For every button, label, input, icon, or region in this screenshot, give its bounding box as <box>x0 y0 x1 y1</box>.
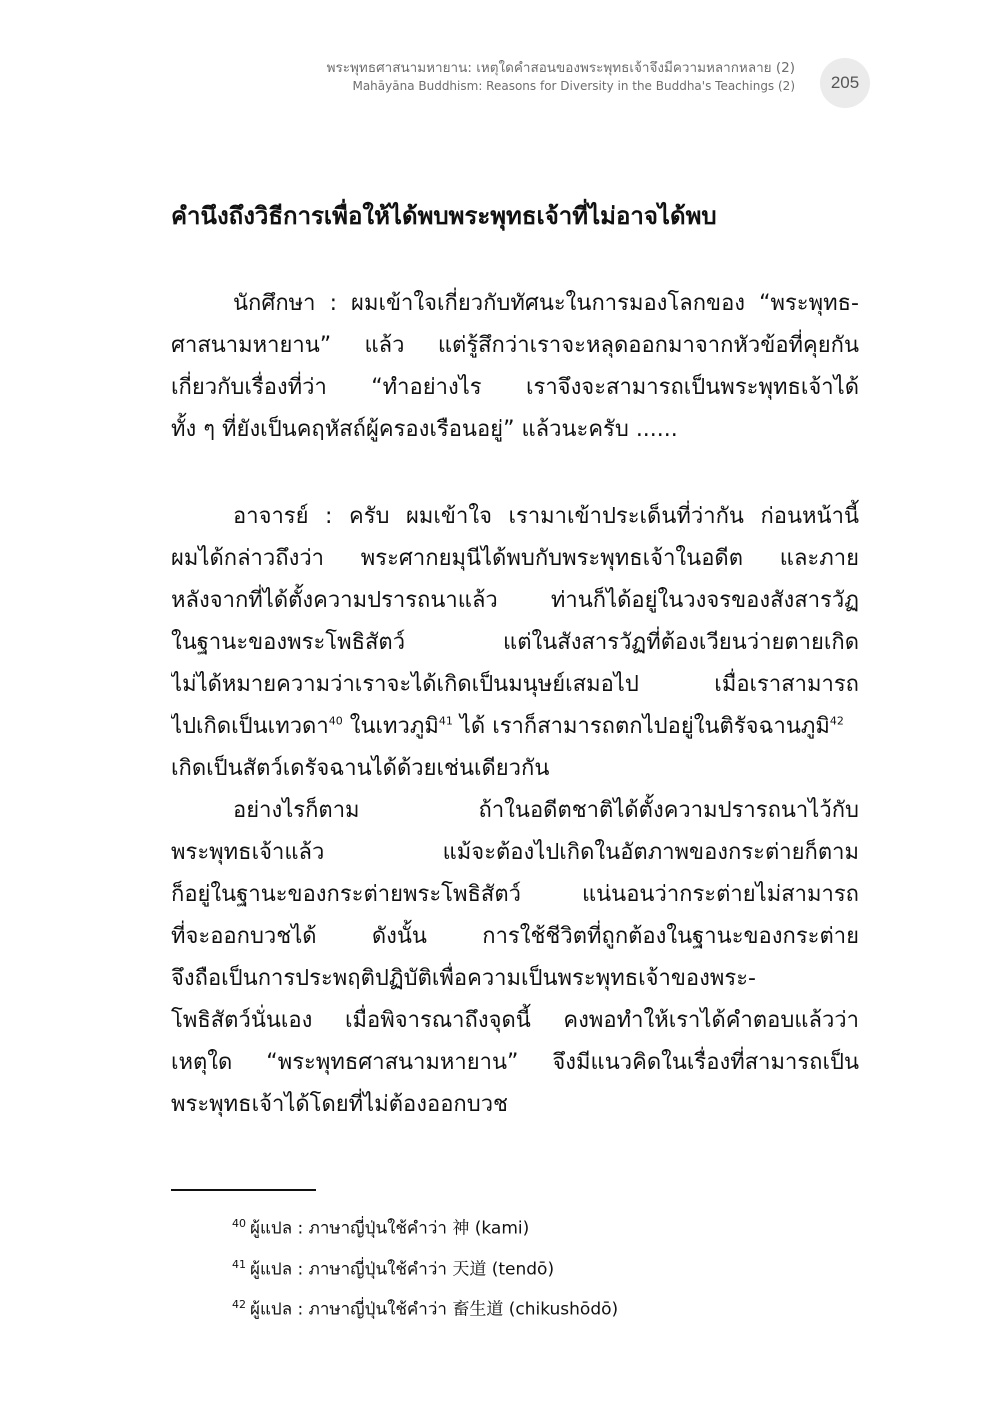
footnote-ref-42[interactable]: 42 <box>829 714 844 728</box>
section-title: คำนึงถึงวิธีการเพื่อให้ได้พบพระพุทธเจ้าที่ไม่อาจได้พบ <box>171 202 717 230</box>
footnote-ref-41[interactable]: 41 <box>438 714 453 728</box>
header-title-english: Mahāyāna Buddhism: Reasons for Diversity in the Buddha's Teachings (2) <box>352 79 795 93</box>
footnote-number: 41 <box>232 1257 246 1271</box>
paragraph-line: หลังจากที่ได้ตั้งความปรารถนาแล้ว ท่านก็ได้อยู่ในวงจรของสังสารวัฏ <box>171 588 859 613</box>
footnote-text: ผู้แปล : ภาษาญี่ปุ่นใช้คำว่า 畜生道 (chikushōdō) <box>250 1299 619 1320</box>
paragraph-line: เกี่ยวกับเรื่องที่ว่า “ทำอย่างไร เราจึงจะสามารถเป็นพระพุทธเจ้าได้ <box>171 375 859 400</box>
paragraph-line: ศาสนามหายาน” แล้ว แต่รู้สึกว่าเราจะหลุดออกมาจากหัวข้อที่คุยกัน <box>171 333 859 358</box>
paragraph-line: ผมได้กล่าวถึงว่า พระศากยมุนีได้พบกับพระพุทธเจ้าในอดีต และภาย <box>171 546 859 571</box>
paragraph-teacher-answer <box>171 496 859 790</box>
footnote-text: ผู้แปล : ภาษาญี่ปุ่นใช้คำว่า 天道 (tendō) <box>250 1259 555 1280</box>
paragraph-line: อย่างไรก็ตาม ถ้าในอดีตชาติได้ตั้งความปรารถนาไว้กับ <box>233 798 859 823</box>
footnote-42 <box>232 1287 618 1328</box>
footnote-number: 42 <box>232 1298 246 1312</box>
paragraph-rabbit-bodhisattva <box>171 790 859 1126</box>
footnote-41 <box>232 1247 618 1288</box>
paragraph-line: ในฐานะของพระโพธิสัตว์ แต่ในสังสารวัฏที่ต้องเวียนว่ายตายเกิด <box>171 630 859 655</box>
paragraph-line: นักศึกษา : ผมเข้าใจเกี่ยวกับทัศนะในการมองโลกของ “พระพุทธ- <box>233 291 859 316</box>
paragraph-line: ก็อยู่ในฐานะของกระต่ายพระโพธิสัตว์ แน่นอนว่ากระต่ายไม่สามารถ <box>171 882 859 907</box>
footnote-divider <box>171 1189 316 1191</box>
line-segment: ไปเกิดเป็นเทวดา <box>171 714 329 739</box>
footnote-number: 40 <box>232 1217 246 1230</box>
running-header <box>327 58 795 94</box>
page-number: 205 <box>820 58 870 108</box>
paragraph-line: จึงถือเป็นการประพฤติปฏิบัติเพื่อความเป็นพระพุทธเจ้าของพระ- <box>171 966 756 991</box>
paragraph-line: เหตุใด “พระพุทธศาสนามหายาน” จึงมีแนวคิดในเรื่องที่สามารถเป็น <box>171 1050 859 1075</box>
line-segment: ในเทวภูมิ <box>342 714 439 739</box>
footnote-text: ผู้แปล : ภาษาญี่ปุ่นใช้คำว่า 神 (kami) <box>250 1218 530 1239</box>
line-segment: ได้ เราก็สามารถตกไปอยู่ในติรัจฉานภูมิ <box>452 714 830 739</box>
paragraph-student-question <box>171 283 859 451</box>
paragraph-line: เกิดเป็นสัตว์เดรัจฉานได้ด้วยเช่นเดียวกัน <box>171 756 550 781</box>
paragraph-line: พระพุทธเจ้าแล้ว แม้จะต้องไปเกิดในอัตภาพของกระต่ายก็ตาม <box>171 840 859 865</box>
paragraph-line: ทั้ง ๆ ที่ยังเป็นคฤหัสถ์ผู้ครองเรือนอยู่” แล้วนะครับ ...... <box>171 417 678 442</box>
header-title-thai: พระพุทธศาสนามหายาน: เหตุใดคำสอนของพระพุทธเจ้าจึงมีความหลากหลาย (2) <box>326 60 795 76</box>
footnote-ref-40[interactable]: 40 <box>328 714 343 728</box>
paragraph-line: โพธิสัตว์นั่นเอง เมื่อพิจารณาถึงจุดนี้ คงพอทำให้เราได้คำตอบแล้วว่า <box>171 1008 859 1033</box>
footnote-40 <box>232 1206 618 1247</box>
paragraph-line: พระพุทธเจ้าได้โดยที่ไม่ต้องออกบวช <box>171 1092 508 1117</box>
paragraph-line: ไม่ได้หมายความว่าเราจะได้เกิดเป็นมนุษย์เสมอไป เมื่อเราสามารถ <box>171 672 859 697</box>
footnotes <box>232 1206 618 1328</box>
paragraph-line: ที่จะออกบวชได้ ดังนั้น การใช้ชีวิตที่ถูกต้องในฐานะของกระต่าย <box>171 924 859 949</box>
paragraph-line: อาจารย์ : ครับ ผมเข้าใจ เรามาเข้าประเด็นที่ว่ากัน ก่อนหน้านี้ <box>233 504 859 529</box>
paragraph-line-with-footnotes <box>171 706 859 748</box>
